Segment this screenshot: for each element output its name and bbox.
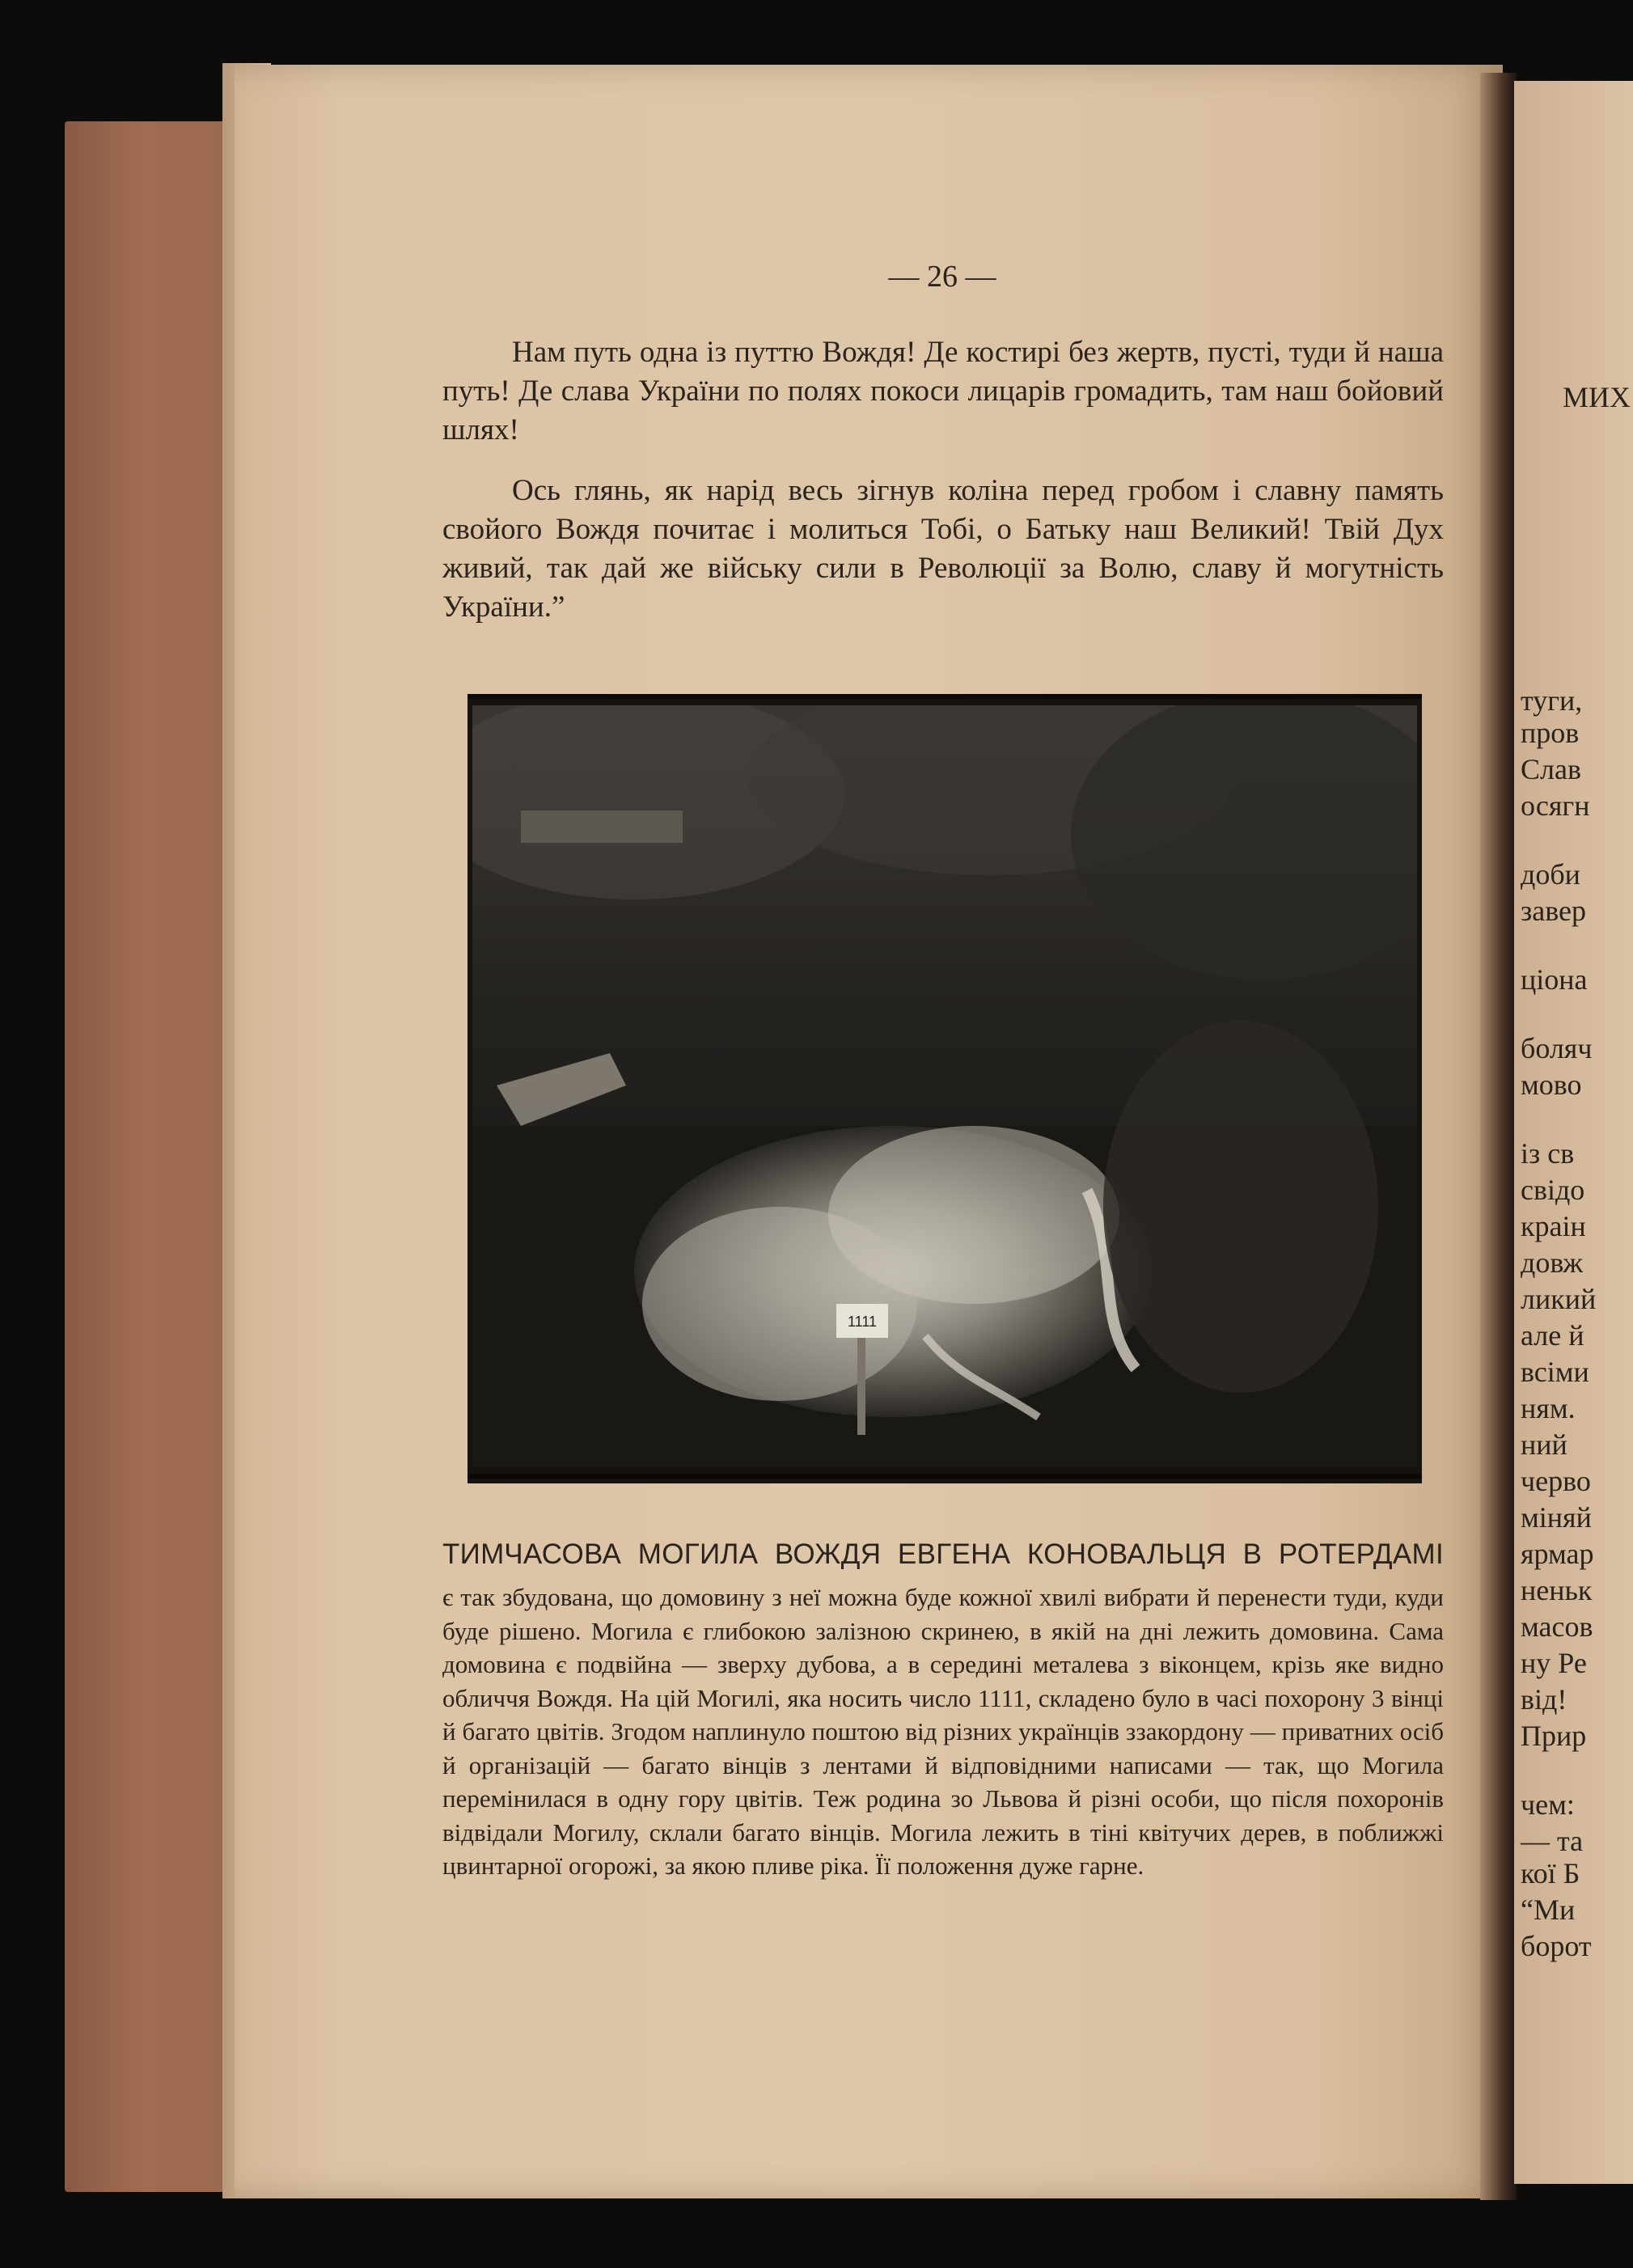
right-page-fragment: ням. [1521,1392,1576,1424]
book-gutter [1480,73,1517,2200]
page-number: — 26 — [888,260,996,294]
right-page-fragment: ціона [1521,963,1588,996]
right-page-fragment: із св [1521,1137,1575,1170]
paragraph-1: Нам путь одна із путтю Вождя! Де костирі без жертв, пусті, туди й наша путь! Де слава України по полях покоси лицарів громадить, там наш бойовий шлях! [442,336,1444,446]
right-page-fragment: кої Б [1521,1857,1580,1889]
right-page-fragment: свідо [1521,1174,1585,1206]
right-page-fragment: Прир [1521,1720,1587,1752]
right-page-fragment: пров [1521,717,1580,749]
right-page-fragment: всіми [1521,1356,1589,1388]
plaque-number: 1111 [847,1314,878,1330]
paragraph-2: Ось глянь, як нарід весь зігнув коліна перед гробом і славну память свойого Вождя почитає і молиться Тобі, о Батьку наш Великий! Твій Дух живий, так дай же війську сили в Революції за Волю, славу й могутність України.” [442,474,1444,624]
right-page-fragment: — та [1521,1825,1584,1857]
right-page-fragment: ликий [1521,1283,1597,1315]
right-page-fragment: чем: [1521,1788,1575,1821]
grave-photo [472,705,1417,1467]
right-page-fragment: неньк [1521,1574,1593,1606]
right-page-fragment: але й [1521,1319,1584,1352]
right-page-fragment: краін [1521,1210,1586,1242]
right-page-fragment: осягн [1521,789,1590,822]
right-page-fragment: довж [1521,1246,1584,1279]
caption-body: є так збудована, що домовину з неї можна буде кожної хвилі вибрати й перенести туди, куди буде рішено. Могила є глибокою залізною скринею, в якій на дні лежить домовина. Сама домовина є подвійна — зверху дубова, а в середині металева з віконцем, крізь яке видно обличчя Вождя. На цій Могилі, яка носить число 1111, складено було в часі похорону 3 вінці й багато цвітів. Згодом наплинуло поштою від різних українців ззакордону — приватних осіб й організацій — багато вінців з лентами й відповідними написами — так, що Могила перемінилася в одну гору цвітів. Теж родина зо Львова й різні особи, що після похоронів відвідали Могилу, склали багато вінців. Могила лежить в тіні квітучих дерев, в поближжі цвинтарної огорожі, за якою пливе ріка. Її положення дуже гарне. [442,1583,1444,1880]
photo-bottom-rule [467,1474,1422,1479]
right-page-fragment: мово [1521,1068,1582,1101]
right-page-fragment: від! [1521,1683,1567,1716]
right-page-fragment: “Ми [1521,1894,1576,1926]
right-page-fragment: міняй [1521,1501,1592,1534]
right-page-fragment: ярмар [1521,1538,1594,1570]
right-page-fragment: ну Ре [1521,1647,1587,1679]
right-page [1514,81,1633,2184]
right-page-fragment: завер [1521,895,1586,927]
right-page-fragment: Слав [1521,753,1581,785]
caption-title: ТИМЧАСОВА МОГИЛА ВОЖДЯ ЕВГЕНА КОНОВАЛЬЦЯ В РОТЕРДАМІ [442,1538,1444,1570]
right-page-fragment: ний [1521,1428,1567,1461]
right-page-fragment: масов [1521,1610,1593,1643]
right-page-fragment: боляч [1521,1032,1593,1064]
photo-top-rule [467,694,1422,699]
right-page-fragment: туги, [1521,684,1583,717]
right-page-fragment: борот [1521,1930,1592,1962]
right-page-fragment: доби [1521,858,1580,891]
right-page-fragment: МИХ [1563,381,1631,413]
right-page-fragment: черво [1521,1465,1591,1497]
